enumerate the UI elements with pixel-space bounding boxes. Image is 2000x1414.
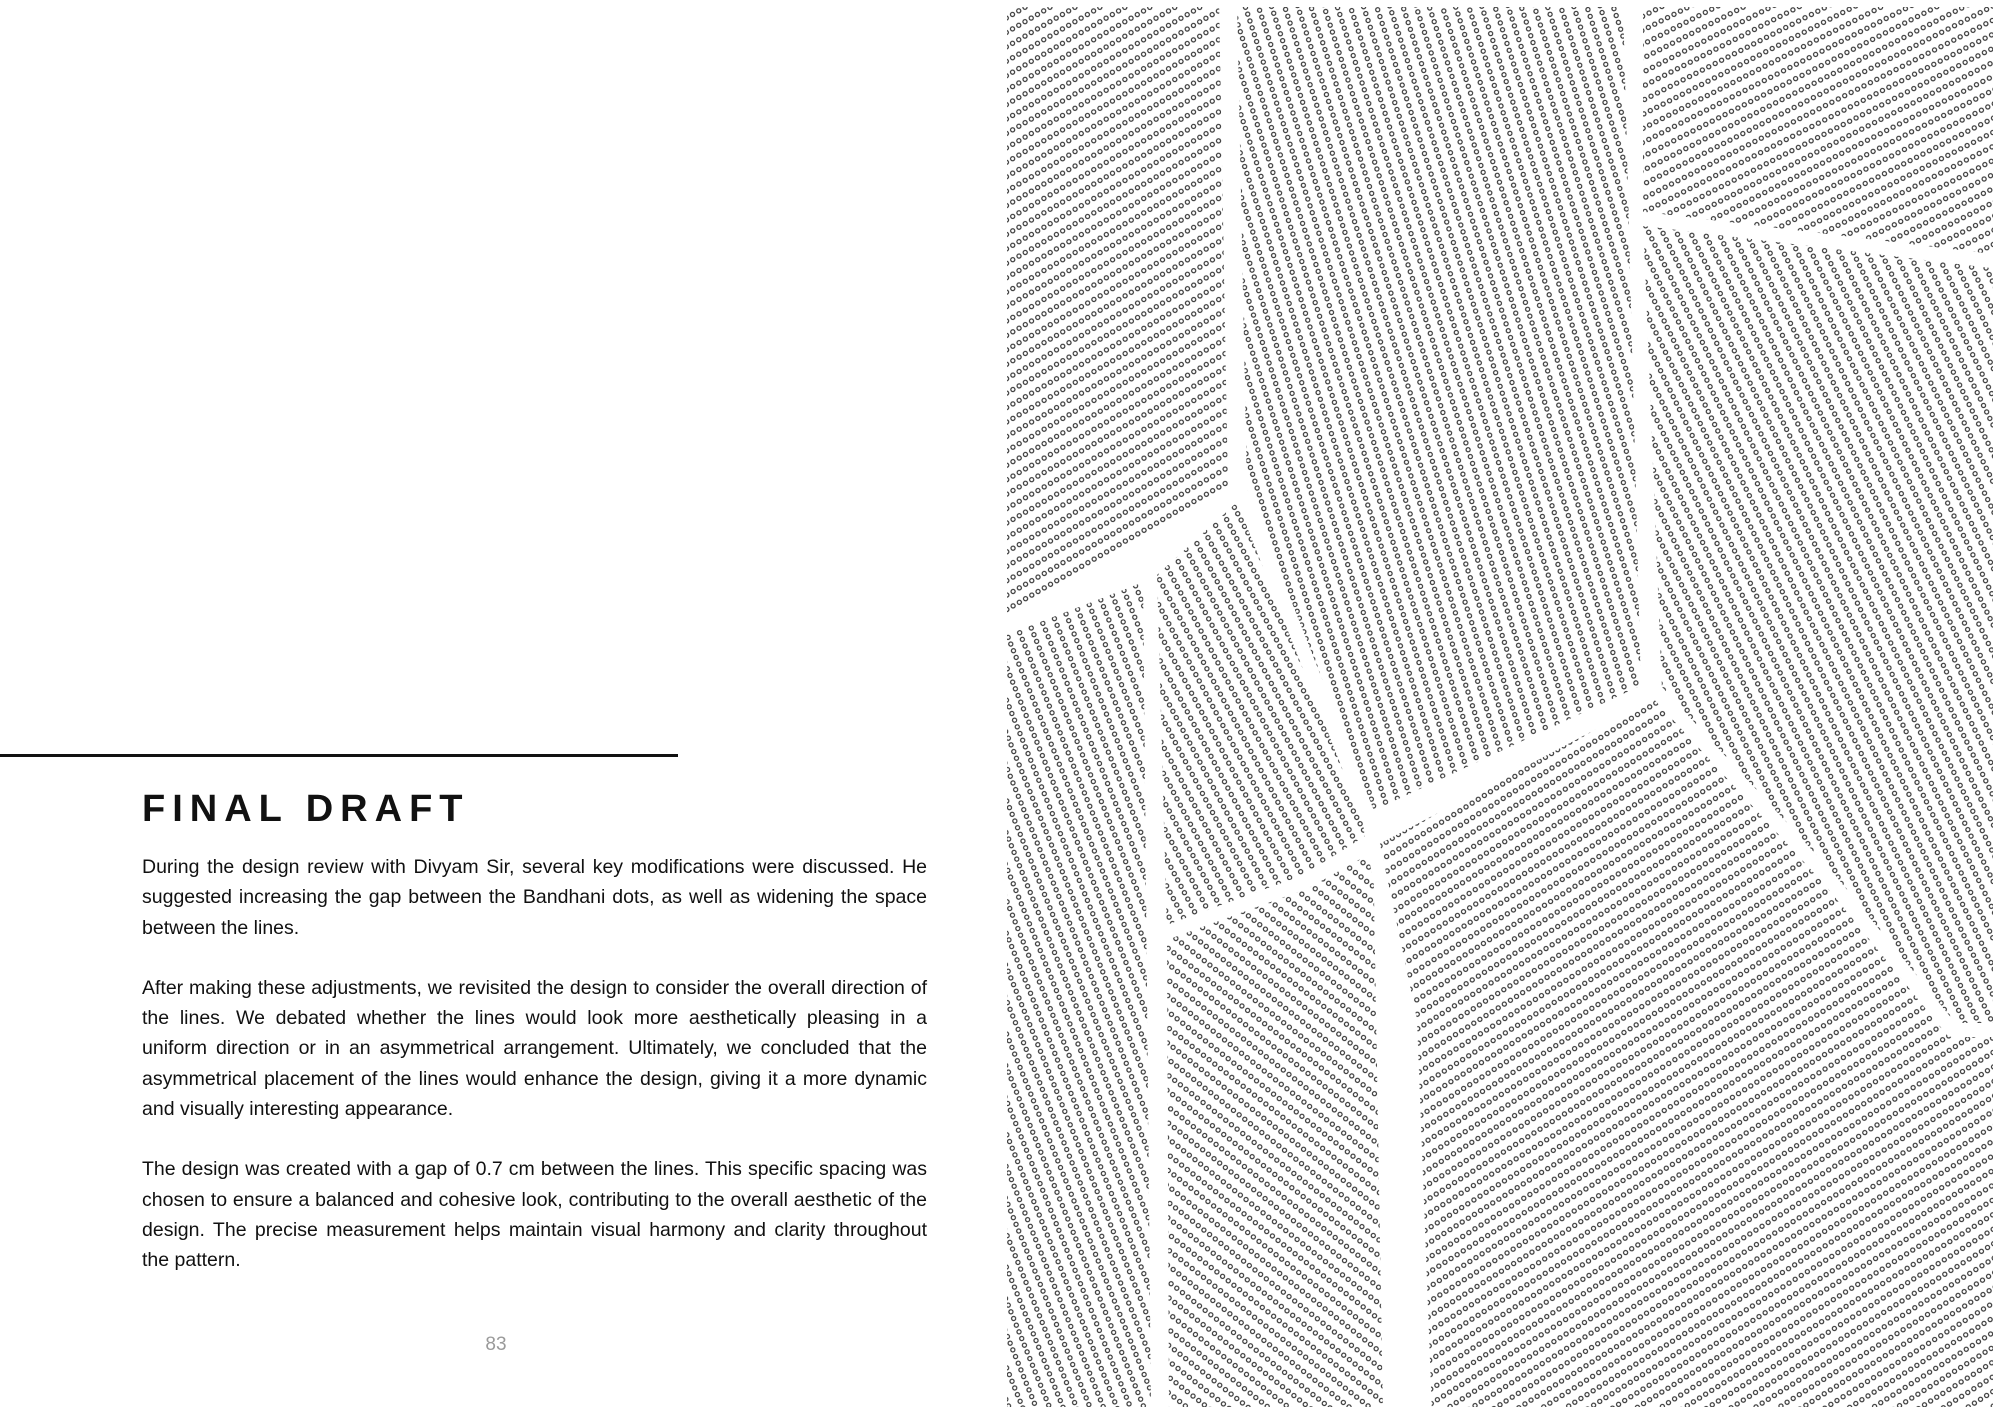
- section-divider-line: [0, 754, 678, 757]
- page-number: 83: [485, 1334, 507, 1355]
- page-title: FINAL DRAFT: [142, 788, 470, 830]
- paragraph-line-gap: The design was created with a gap of 0.7 cm between the lines. This specific spacing was chosen to ensure a balanced and cohesive look, contributing to the overall aesthetic of the design. The precise measurement helps maintain visual harmony and clarity throughout the pattern.: [142, 1158, 927, 1272]
- right-page: [1000, 0, 2000, 1414]
- paragraph-design-review: During the design review with Divyam Sir, several key modifications were discussed. He suggested increasing the gap between the Bandhani dots, as well as widening the space between the lines.: [142, 856, 927, 939]
- pattern-panel: [1160, 840, 1390, 1414]
- pattern-panel: [1000, 572, 1158, 1414]
- paragraph-line-direction: After making these adjustments, we revisited the design to consider the overall direction of the lines. We debated whether the lines would look more aesthetically pleasing in a uniform direction or in an asymmetrical arrangement. Ultimately, we concluded that the asymmetrical placement of the lines would enhance the design, giving it a more dynamic and visually interesting appearance.: [142, 976, 927, 1121]
- body-text: [142, 852, 927, 1306]
- bandhani-pattern-image: [1000, 0, 2000, 1414]
